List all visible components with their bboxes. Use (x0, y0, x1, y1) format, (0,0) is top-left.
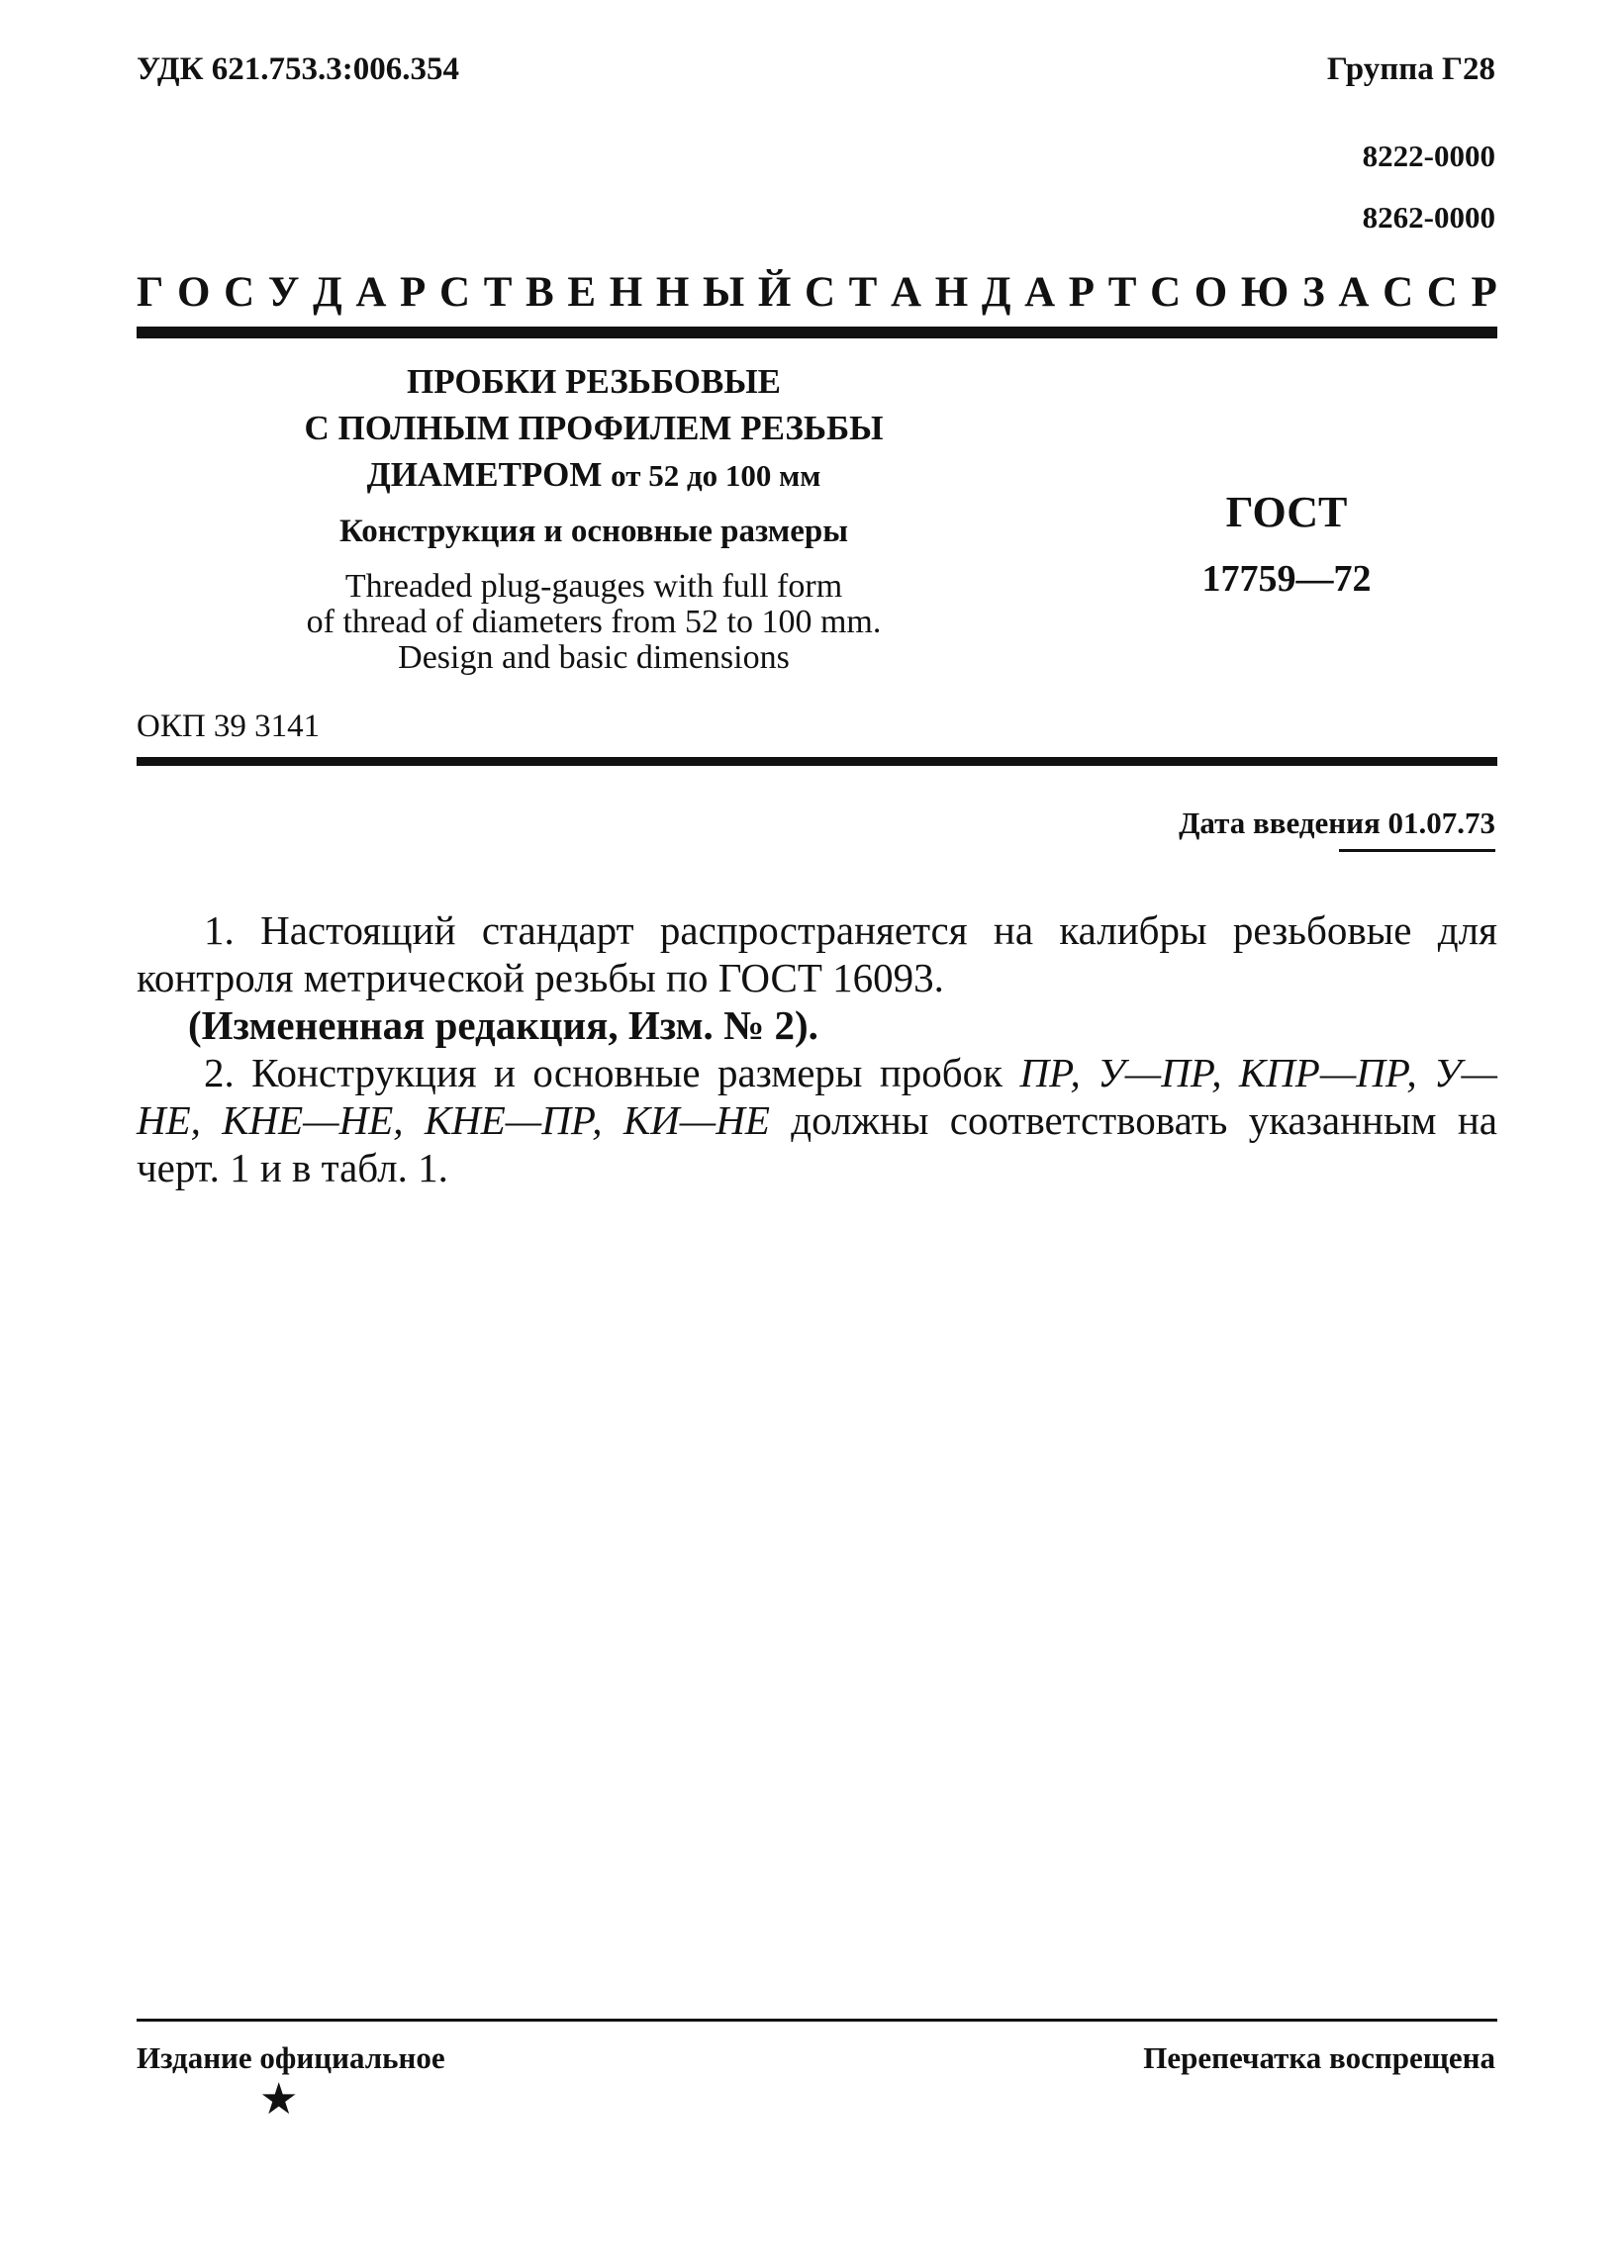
paragraph-1: 1. Настоящий стандарт распространяется на калибры резьбовые для контроля метрической резьбы по ГОСТ 16093. (137, 907, 1497, 1000)
udk-code: УДК 621.753.3:006.354 (137, 51, 460, 87)
banner-letter: С (1150, 269, 1182, 316)
banner-letter: С (1383, 269, 1414, 316)
date-underline (1339, 849, 1495, 852)
title-ru-line2: С ПОЛНЫМ ПРОФИЛЕМ РЕЗЬБЫ (304, 409, 884, 447)
banner-letter: О (1194, 269, 1228, 316)
title-ru (277, 358, 910, 499)
banner-letter: С (224, 269, 255, 316)
banner-letter: С (804, 269, 835, 316)
banner-letter: Н (609, 269, 643, 316)
banner-letter: Ю (1240, 269, 1290, 316)
middle-rule (137, 757, 1497, 766)
banner-letter: Д (981, 269, 1011, 316)
footer-rule (137, 2019, 1497, 2022)
title-ru-line3-main: ДИАМЕТРОМ (366, 455, 603, 494)
banner-letter: Ы (702, 269, 745, 316)
paragraph-2-gauges: ПР, У—ПР, КПР—ПР, У—НЕ, КНЕ—НЕ, КНЕ—ПР, КИ—НЕ (137, 1050, 1498, 1143)
product-code-1: 8222-0000 (1362, 139, 1495, 173)
product-code-2: 8262-0000 (1362, 200, 1495, 235)
title-ru-line3-rest: от 52 до 100 мм (611, 458, 821, 493)
banner-letter: В (525, 269, 554, 316)
banner-letter: Е (567, 269, 597, 316)
title-en-line3: Design and basic dimensions (398, 639, 790, 676)
banner-letter: С (438, 269, 471, 316)
body-text (137, 906, 1497, 1191)
footer-edition: Издание официальное (137, 2040, 445, 2075)
banner-letter: Н (655, 269, 690, 316)
title-ru-line3 (277, 451, 910, 499)
title-ru-line1: ПРОБКИ РЕЗЬБОВЫЕ (406, 362, 782, 401)
banner-letter: О (177, 269, 211, 316)
banner-letter: С (1426, 269, 1458, 316)
okp-code: ОКП 39 3141 (137, 709, 321, 744)
title-ru-subtitle: Конструкция и основные размеры (338, 514, 849, 549)
gost-label: ГОСТ (1225, 488, 1348, 536)
banner-letter: Т (848, 269, 878, 316)
gost-number: 17759—72 (1201, 558, 1372, 600)
banner-letter: Н (934, 269, 969, 316)
banner-letter: Р (400, 269, 427, 316)
title-en-line1: Threaded plug-gauges with full form (344, 568, 843, 605)
banner-letter: Т (1107, 269, 1137, 316)
banner-letter: Р (1068, 269, 1096, 316)
paragraph-2-end: должны соответствовать указанным на черт. 1 и в табл. 1. (137, 1097, 1497, 1190)
banner-letter: Т (483, 269, 513, 316)
state-standard-banner (137, 265, 1497, 321)
banner-letter: Й (757, 269, 792, 316)
top-rule (137, 327, 1497, 338)
banner-letter: З (1301, 269, 1325, 316)
banner-letter: А (355, 269, 387, 316)
introduction-date: Дата введения 01.07.73 (1179, 805, 1495, 840)
paragraph-2-start: 2. Конструкция и основные размеры пробок (204, 1050, 1003, 1095)
banner-letter: А (1338, 269, 1370, 316)
title-en-line2: of thread of diameters from 52 to 100 mm. (306, 604, 882, 640)
star-icon: ★ (259, 2075, 299, 2124)
group-code: Группа Г28 (1326, 51, 1495, 87)
banner-letter: А (891, 269, 922, 316)
banner-letter: Г (137, 269, 164, 316)
paragraph-2 (137, 1049, 1497, 1191)
banner-letter: А (1024, 269, 1056, 316)
banner-letter: Д (313, 269, 342, 316)
paragraph-1-note: (Измененная редакция, Изм. № 2). (188, 1002, 818, 1048)
footer-reprint: Перепечатка воспрещена (1143, 2040, 1495, 2075)
banner-letter: У (267, 269, 300, 316)
banner-letter: Р (1471, 269, 1497, 316)
title-en (257, 569, 930, 676)
